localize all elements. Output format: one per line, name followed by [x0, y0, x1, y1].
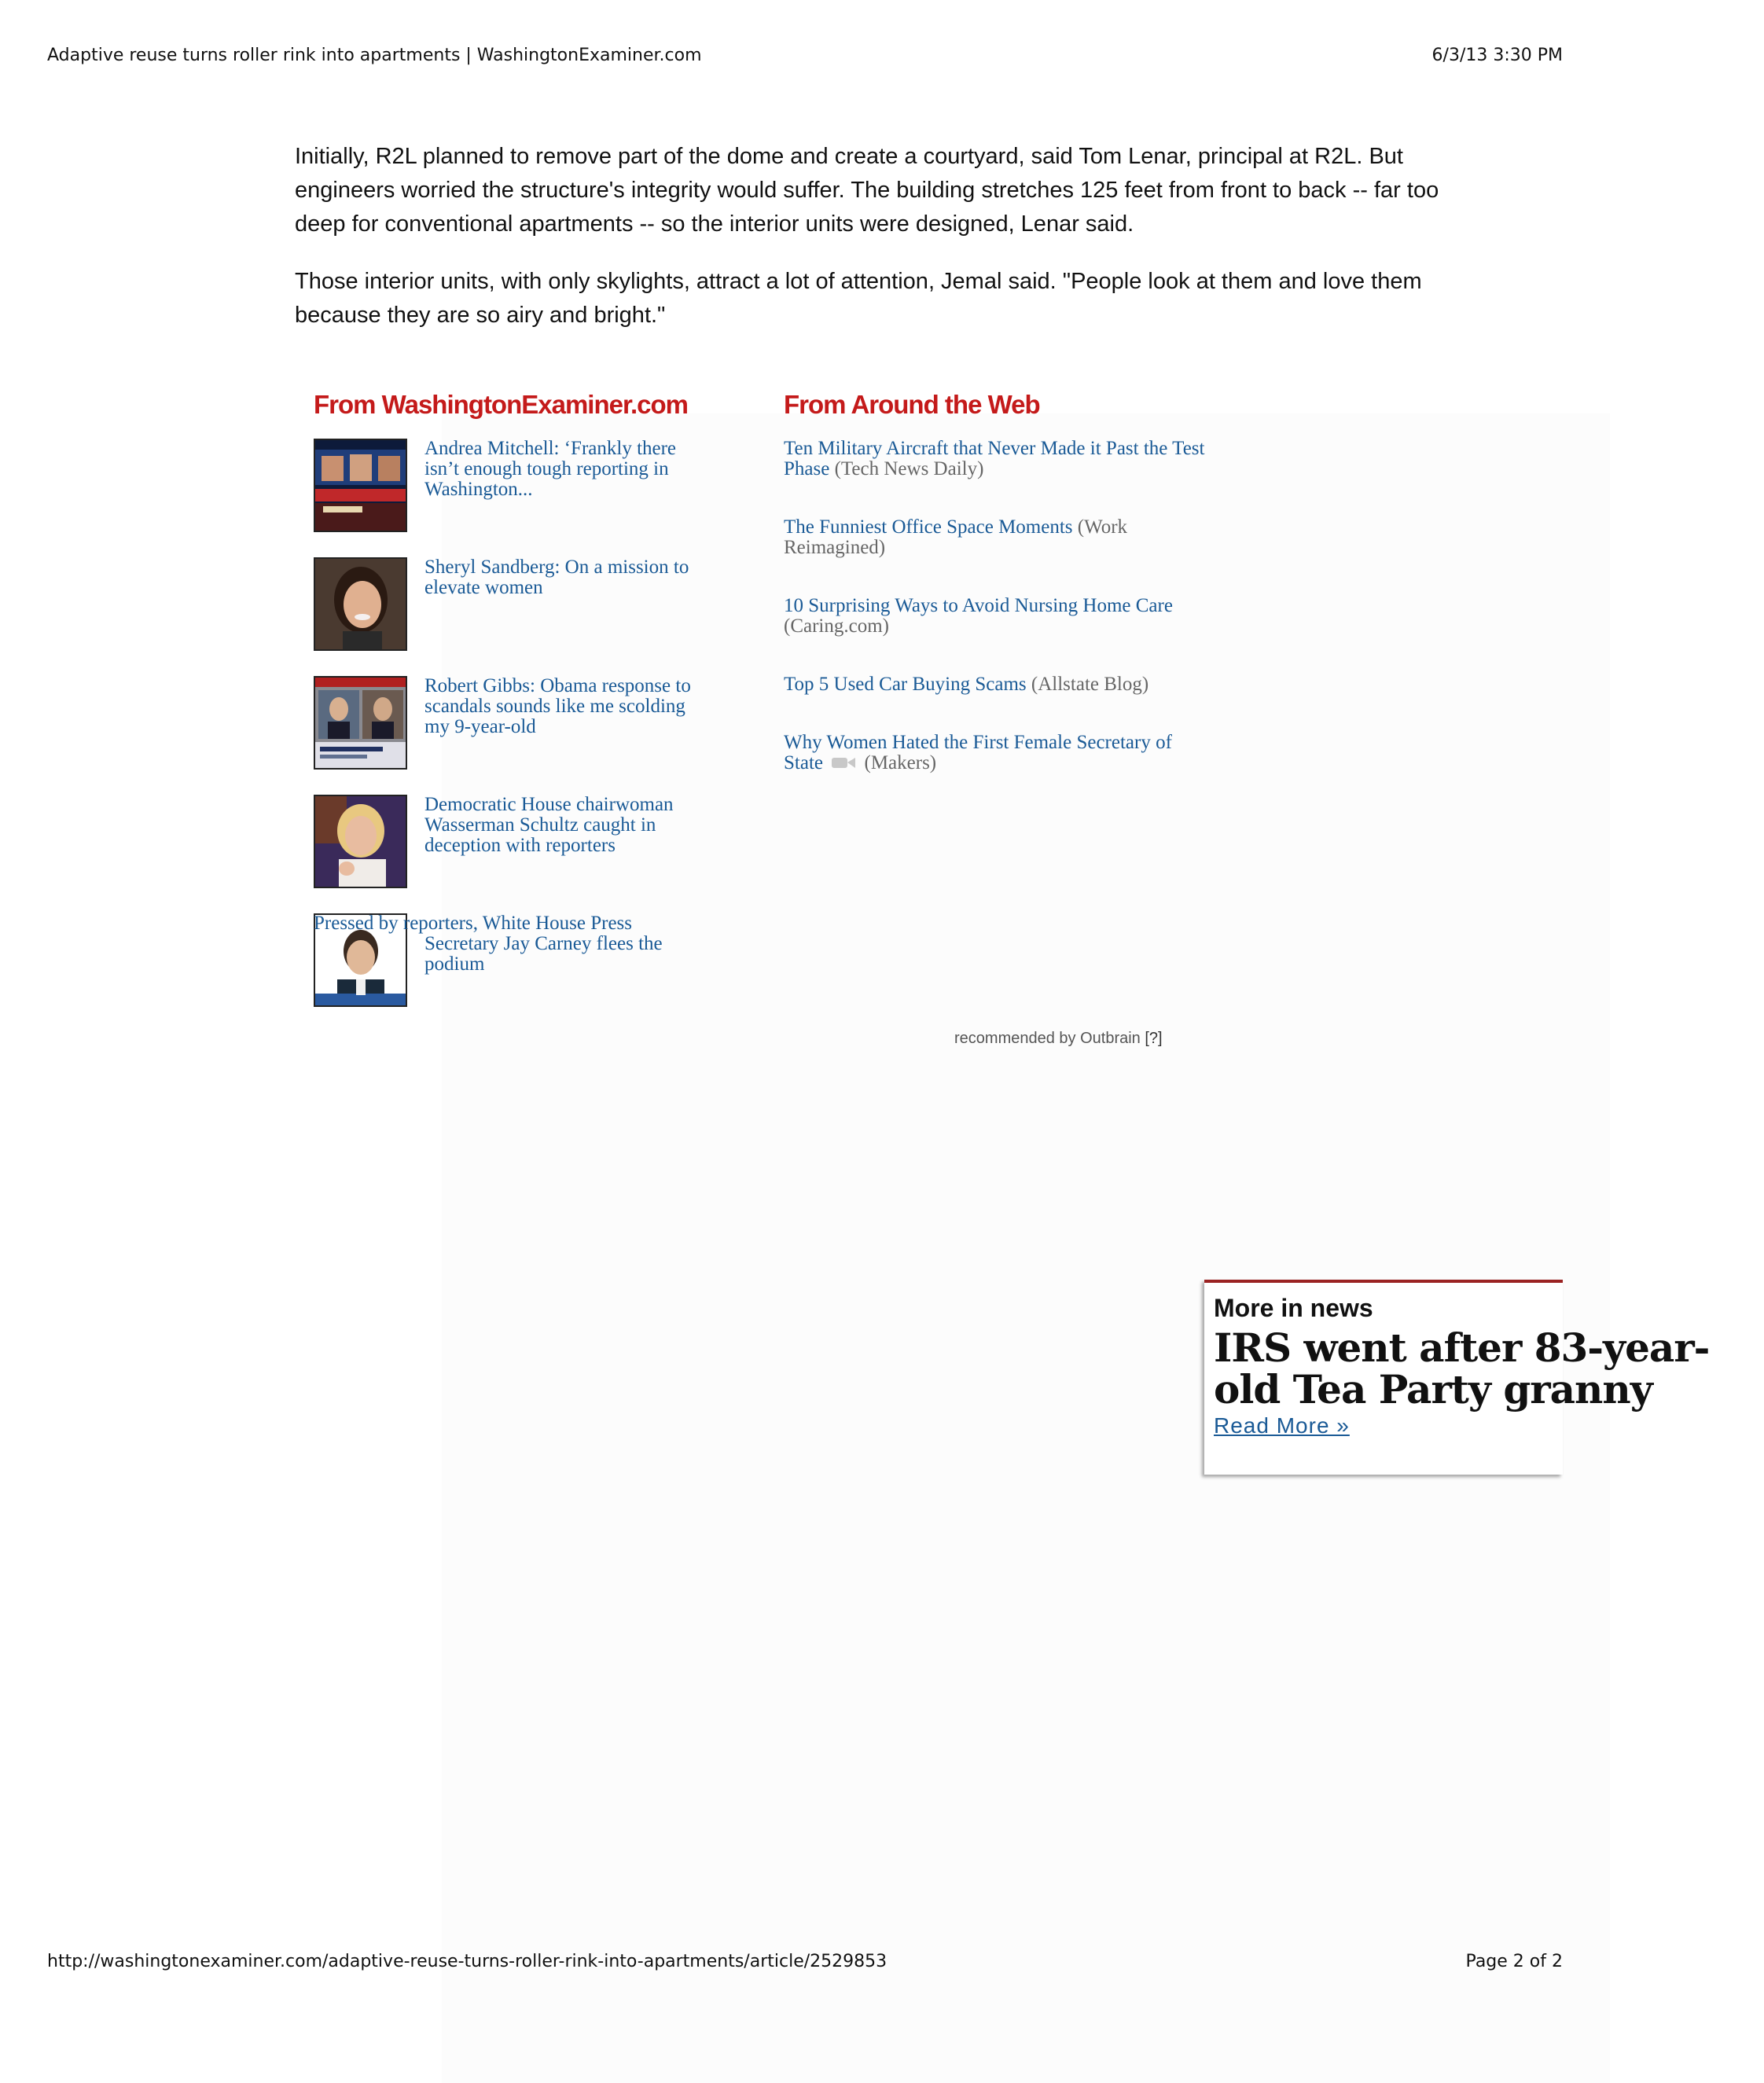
- we-recommendation-item[interactable]: [314, 439, 722, 557]
- more-in-news-box: [1204, 1280, 1710, 1475]
- we-recommendation-title[interactable]: [314, 913, 715, 975]
- we-recommendations-heading: From WashingtonExaminer.com: [314, 390, 689, 419]
- web-recommendation-source: (Caring.com): [784, 615, 889, 637]
- print-footer-page: Page 2 of 2: [1465, 1952, 1563, 1971]
- read-more-link[interactable]: Read More »: [1214, 1413, 1350, 1438]
- we-recommendation-title[interactable]: Andrea Mitchell: ‘Frankly there isn’t enough tough reporting in Washington...: [424, 438, 677, 500]
- web-recommendation-item[interactable]: [784, 517, 1208, 558]
- web-recommendation-item[interactable]: [784, 439, 1208, 479]
- web-recommendation-title[interactable]: The Funniest Office Space Moments: [784, 516, 1073, 538]
- web-recommendation-source: (Tech News Daily): [834, 458, 984, 479]
- article-paragraph: Those interior units, with only skylights, attract a lot of attention, Jemal said. "People look at them and love them because they are so airy and bright.": [295, 269, 1422, 328]
- web-recommendations-list: [784, 439, 1208, 812]
- woman-portrait-thumbnail[interactable]: [314, 557, 407, 651]
- web-recommendation-source: (Makers): [864, 752, 937, 773]
- web-recommendations-heading: From Around the Web: [784, 390, 1040, 419]
- outbrain-label[interactable]: recommended by Outbrain: [954, 1030, 1141, 1047]
- web-recommendation-item[interactable]: [784, 674, 1208, 695]
- outbrain-attribution[interactable]: [954, 1030, 1163, 1048]
- print-footer: [47, 1952, 1563, 1971]
- print-header-title: Adaptive reuse turns roller rink into apartments | WashingtonExaminer.com: [47, 46, 702, 65]
- we-recommendation-title-line[interactable]: Secretary Jay Carney flees the podium: [424, 933, 663, 975]
- we-recommendation-item[interactable]: [314, 913, 722, 1032]
- print-header-datetime: 6/3/13 3:30 PM: [1431, 46, 1563, 65]
- web-recommendation-title[interactable]: 10 Surprising Ways to Avoid Nursing Home Care: [784, 595, 1173, 616]
- we-recommendation-item[interactable]: [314, 557, 722, 676]
- web-recommendation-item[interactable]: [784, 733, 1208, 774]
- we-recommendation-item[interactable]: [314, 795, 722, 913]
- more-in-news-kicker: More in news: [1214, 1294, 1373, 1322]
- outbrain-help-link[interactable]: [?]: [1145, 1030, 1163, 1047]
- web-recommendation-source: (Work Reimagined): [784, 516, 1128, 558]
- we-recommendation-title[interactable]: Sheryl Sandberg: On a mission to elevate women: [424, 557, 689, 598]
- web-recommendation-title[interactable]: Ten Military Aircraft that Never Made it Past the Test Phase: [784, 438, 1205, 479]
- web-recommendation-title[interactable]: Why Women Hated the First Female Secretary of State: [784, 732, 1172, 773]
- video-camera-icon: [831, 754, 856, 774]
- we-recommendations-list: [314, 439, 722, 1032]
- more-in-news-headline[interactable]: IRS went after 83-year-old Tea Party granny: [1214, 1324, 1710, 1413]
- article-body: [295, 140, 1458, 356]
- we-recommendation-title[interactable]: Robert Gibbs: Obama response to scandals sounds like me scolding my 9-year-old: [424, 675, 691, 737]
- web-recommendation-source: (Allstate Blog): [1031, 674, 1149, 695]
- print-footer-url: http://washingtonexaminer.com/adaptive-reuse-turns-roller-rink-into-apartments/article/2529853: [47, 1952, 888, 1971]
- article-paragraph: Initially, R2L planned to remove part of the dome and create a courtyard, said Tom Lenar, principal at R2L. But engineers worried the structure's integrity would suffer. The building stretches 125 feet from front to back -- far too deep for conventional apartments -- so the interior units were designed, Lenar said.: [295, 144, 1439, 237]
- print-header: [47, 46, 1563, 65]
- tv-panel-thumbnail[interactable]: [314, 439, 407, 532]
- we-recommendation-title-line[interactable]: Pressed by reporters, White House Press: [314, 913, 633, 934]
- we-recommendation-item[interactable]: [314, 676, 722, 795]
- web-recommendation-item[interactable]: [784, 596, 1208, 637]
- tv-split-screen-thumbnail[interactable]: [314, 676, 407, 770]
- web-recommendation-title[interactable]: Top 5 Used Car Buying Scams: [784, 674, 1027, 695]
- woman-blonde-thumbnail[interactable]: [314, 795, 407, 888]
- we-recommendation-title[interactable]: Democratic House chairwoman Wasserman Schultz caught in deception with reporters: [424, 794, 674, 856]
